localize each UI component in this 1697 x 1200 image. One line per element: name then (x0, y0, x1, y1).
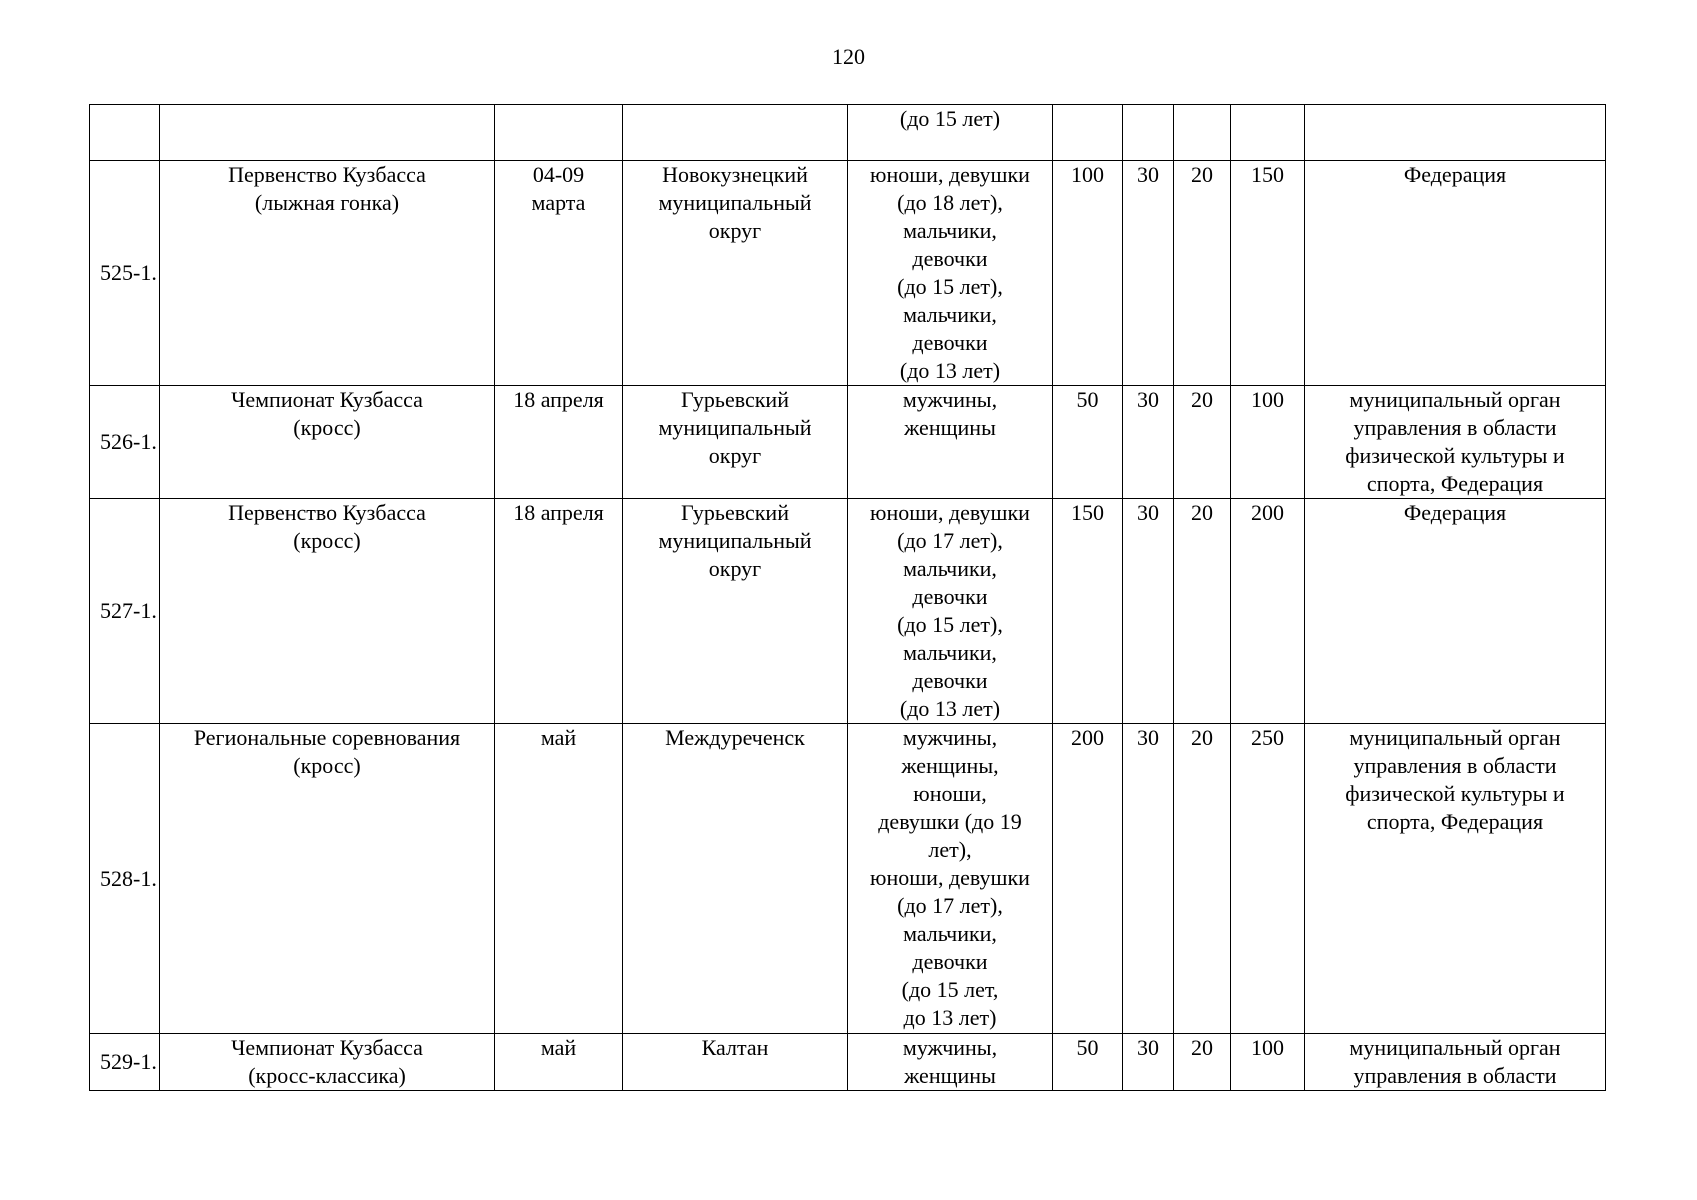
count-col-1: 150 (1053, 499, 1123, 724)
event-organizer: муниципальный орган управления в области (1305, 1034, 1606, 1091)
event-name: Региональные соревнования (кросс) (160, 724, 495, 1034)
row-number: 528-1. (90, 724, 160, 1034)
count-total: 250 (1231, 724, 1305, 1034)
event-name: Первенство Кузбасса (кросс) (160, 499, 495, 724)
event-participants: юноши, девушки (до 17 лет), мальчики, девочки (до 15 лет), мальчики, девочки (до 13 лет) (848, 499, 1053, 724)
page-number: 120 (832, 44, 865, 69)
event-name: Первенство Кузбасса (лыжная гонка) (160, 161, 495, 386)
count-col-2 (1123, 105, 1174, 161)
event-place: Гурьевский муниципальный округ (623, 499, 848, 724)
count-col-2: 30 (1123, 499, 1174, 724)
count-col-1: 100 (1053, 161, 1123, 386)
row-number: 525-1. (90, 161, 160, 386)
event-participants: (до 15 лет) (848, 105, 1053, 161)
count-col-3: 20 (1174, 386, 1231, 499)
event-name (160, 105, 495, 161)
row-number: 527-1. (90, 499, 160, 724)
count-col-1: 50 (1053, 1034, 1123, 1091)
count-col-3 (1174, 105, 1231, 161)
count-total: 150 (1231, 161, 1305, 386)
table-row (90, 1034, 1606, 1091)
event-organizer (1305, 105, 1606, 161)
count-col-2: 30 (1123, 161, 1174, 386)
table-row (90, 161, 1606, 386)
count-col-3: 20 (1174, 1034, 1231, 1091)
count-col-3: 20 (1174, 724, 1231, 1034)
event-organizer: Федерация (1305, 161, 1606, 386)
count-col-2: 30 (1123, 386, 1174, 499)
event-dates: 04-09 марта (495, 161, 623, 386)
row-number: 529-1. (90, 1034, 160, 1091)
event-name: Чемпионат Кузбасса (кросс) (160, 386, 495, 499)
count-col-2: 30 (1123, 1034, 1174, 1091)
event-dates (495, 105, 623, 161)
table-row (90, 386, 1606, 499)
count-total: 200 (1231, 499, 1305, 724)
event-participants: юноши, девушки (до 18 лет), мальчики, девочки (до 15 лет), мальчики, девочки (до 13 лет) (848, 161, 1053, 386)
event-place: Калтан (623, 1034, 848, 1091)
event-participants: мужчины, женщины, юноши, девушки (до 19 лет), юноши, девушки (до 17 лет), мальчики, девочки (до 15 лет, до 13 лет) (848, 724, 1053, 1034)
event-dates: май (495, 724, 623, 1034)
event-organizer: муниципальный орган управления в области физической культуры и спорта, Федерация (1305, 386, 1606, 499)
row-number (90, 105, 160, 161)
count-total (1231, 105, 1305, 161)
event-participants: мужчины, женщины (848, 1034, 1053, 1091)
event-name: Чемпионат Кузбасса (кросс-классика) (160, 1034, 495, 1091)
event-dates: 18 апреля (495, 499, 623, 724)
table-row (90, 499, 1606, 724)
count-col-1 (1053, 105, 1123, 161)
count-col-1: 200 (1053, 724, 1123, 1034)
event-place: Гурьевский муниципальный округ (623, 386, 848, 499)
count-total: 100 (1231, 386, 1305, 499)
row-number: 526-1. (90, 386, 160, 499)
count-col-2: 30 (1123, 724, 1174, 1034)
count-col-3: 20 (1174, 161, 1231, 386)
event-dates: май (495, 1034, 623, 1091)
event-place: Новокузнецкий муниципальный округ (623, 161, 848, 386)
event-organizer: Федерация (1305, 499, 1606, 724)
count-total: 100 (1231, 1034, 1305, 1091)
event-place: Междуреченск (623, 724, 848, 1034)
table-row (90, 724, 1606, 1034)
event-organizer: муниципальный орган управления в области физической культуры и спорта, Федерация (1305, 724, 1606, 1034)
count-col-3: 20 (1174, 499, 1231, 724)
events-table (89, 104, 1606, 1091)
count-col-1: 50 (1053, 386, 1123, 499)
table-row (90, 105, 1606, 161)
event-dates: 18 апреля (495, 386, 623, 499)
event-participants: мужчины, женщины (848, 386, 1053, 499)
event-place (623, 105, 848, 161)
